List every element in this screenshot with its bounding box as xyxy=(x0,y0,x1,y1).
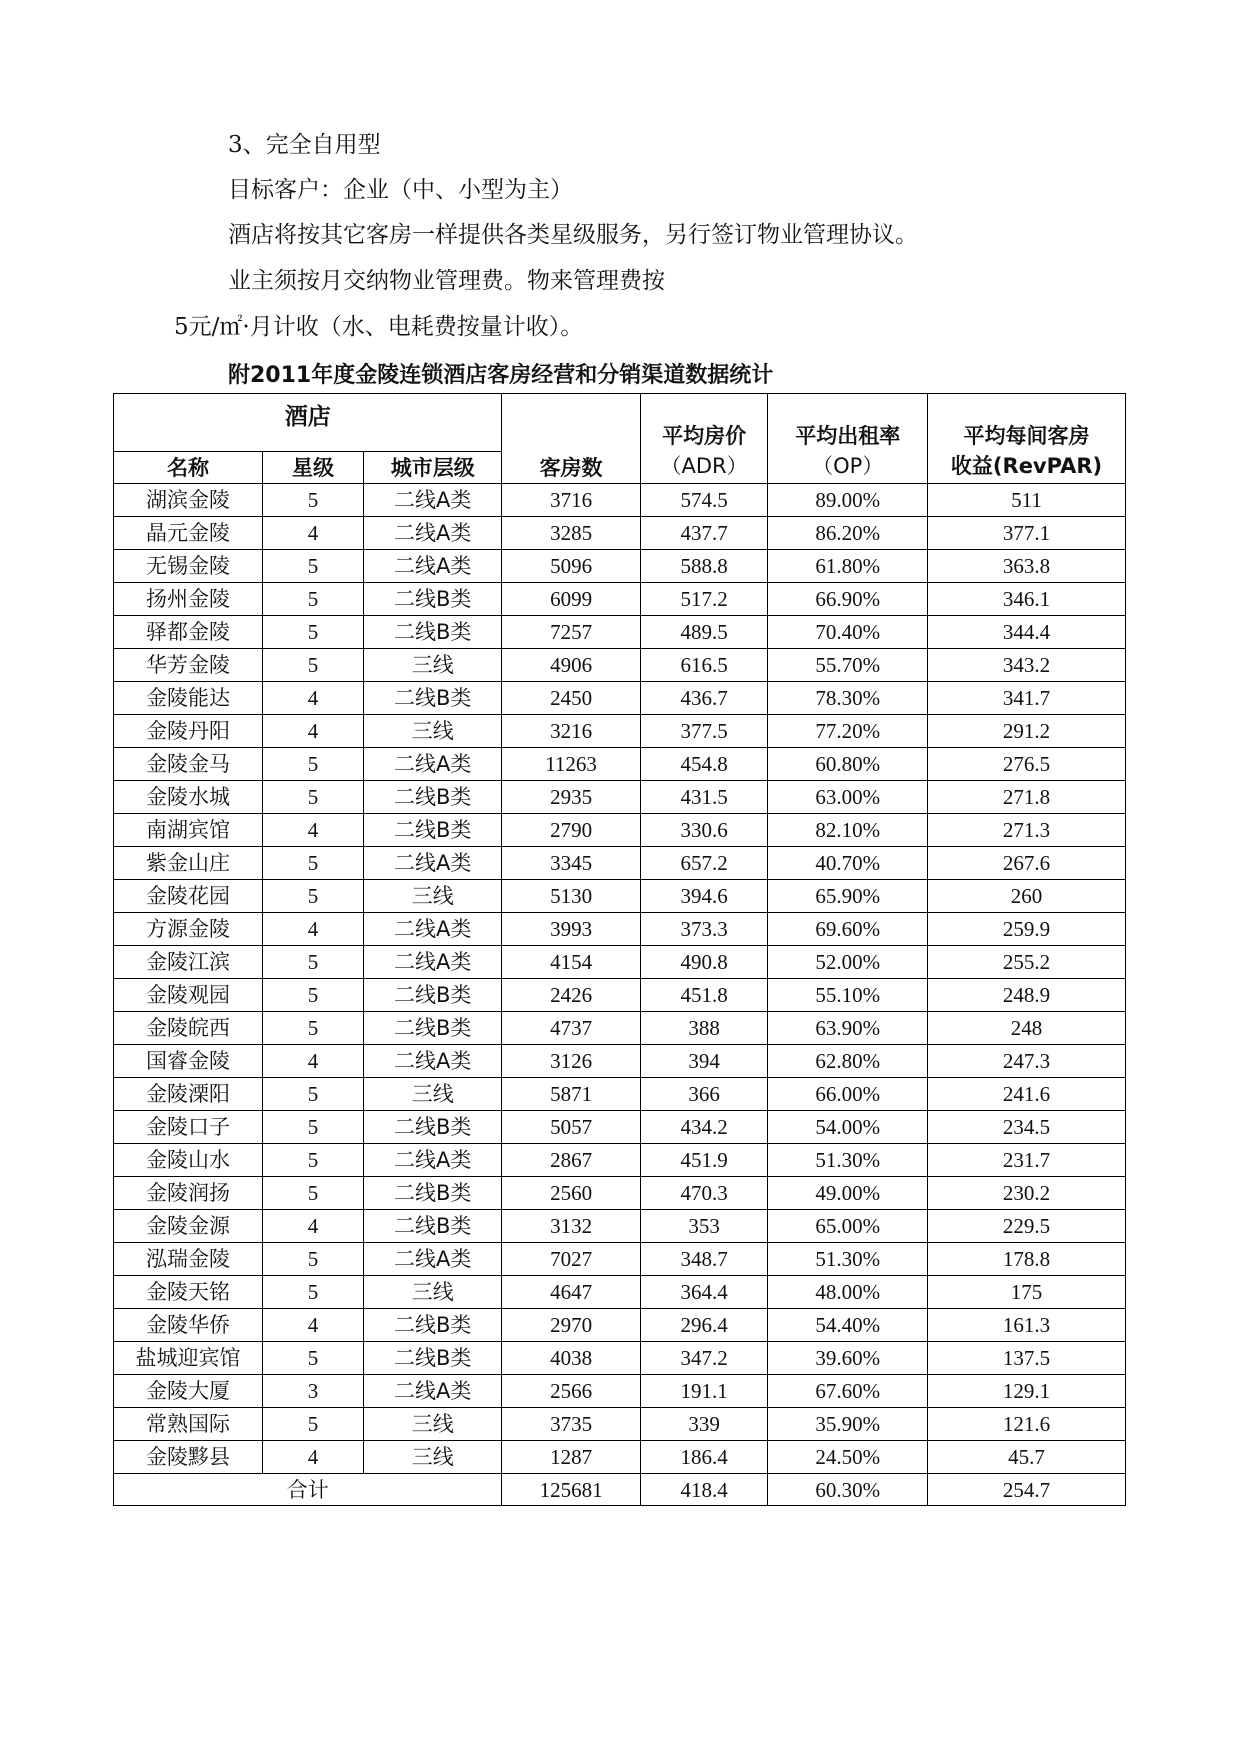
cell-op: 62.80% xyxy=(768,1045,928,1078)
cell-adr: 616.5 xyxy=(640,649,768,682)
cell-city-tier: 二线B类 xyxy=(364,1342,502,1375)
cell-adr: 348.7 xyxy=(640,1243,768,1276)
cell-op: 77.20% xyxy=(768,715,928,748)
cell-city-tier: 二线B类 xyxy=(364,781,502,814)
cell-revpar: 276.5 xyxy=(928,748,1126,781)
cell-star: 5 xyxy=(262,484,363,517)
cell-revpar: 45.7 xyxy=(928,1441,1126,1474)
cell-rooms: 7257 xyxy=(502,616,640,649)
header-revpar-line2: 收益(RevPAR) xyxy=(950,454,1103,478)
cell-name: 金陵水城 xyxy=(114,781,263,814)
cell-name: 泓瑞金陵 xyxy=(114,1243,263,1276)
table-row xyxy=(114,1309,1126,1342)
cell-adr: 517.2 xyxy=(640,583,768,616)
cell-adr: 366 xyxy=(640,1078,768,1111)
cell-star: 5 xyxy=(262,1276,363,1309)
cell-star: 5 xyxy=(262,1243,363,1276)
cell-star: 4 xyxy=(262,1210,363,1243)
cell-revpar: 161.3 xyxy=(928,1309,1126,1342)
cell-star: 5 xyxy=(262,1144,363,1177)
cell-op: 24.50% xyxy=(768,1441,928,1474)
cell-city-tier: 三线 xyxy=(364,649,502,682)
cell-rooms: 4906 xyxy=(502,649,640,682)
table-row xyxy=(114,649,1126,682)
cell-rooms: 3126 xyxy=(502,1045,640,1078)
header-star: 星级 xyxy=(262,452,363,484)
cell-star: 4 xyxy=(262,682,363,715)
cell-op: 61.80% xyxy=(768,550,928,583)
cell-revpar: 271.8 xyxy=(928,781,1126,814)
cell-city-tier: 二线B类 xyxy=(364,583,502,616)
cell-rooms: 4154 xyxy=(502,946,640,979)
target-customer-line: 目标客户：企业（中、小型为主） xyxy=(228,177,573,203)
table-row xyxy=(114,715,1126,748)
table-row xyxy=(114,1342,1126,1375)
cell-name: 金陵金源 xyxy=(114,1210,263,1243)
cell-revpar: 175 xyxy=(928,1276,1126,1309)
hotel-statistics-table xyxy=(113,393,1126,1506)
cell-adr: 436.7 xyxy=(640,682,768,715)
cell-revpar: 229.5 xyxy=(928,1210,1126,1243)
cell-op: 52.00% xyxy=(768,946,928,979)
cell-adr: 347.2 xyxy=(640,1342,768,1375)
cell-rooms: 3132 xyxy=(502,1210,640,1243)
cell-rooms: 7027 xyxy=(502,1243,640,1276)
total-label: 合计 xyxy=(114,1474,502,1506)
cell-revpar: 248 xyxy=(928,1012,1126,1045)
cell-adr: 339 xyxy=(640,1408,768,1441)
cell-op: 70.40% xyxy=(768,616,928,649)
cell-star: 5 xyxy=(262,1342,363,1375)
cell-name: 常熟国际 xyxy=(114,1408,263,1441)
table-row xyxy=(114,616,1126,649)
header-revpar xyxy=(928,394,1126,484)
cell-adr: 657.2 xyxy=(640,847,768,880)
cell-rooms: 2970 xyxy=(502,1309,640,1342)
cell-adr: 588.8 xyxy=(640,550,768,583)
table-row xyxy=(114,814,1126,847)
cell-revpar: 291.2 xyxy=(928,715,1126,748)
cell-revpar: 267.6 xyxy=(928,847,1126,880)
table-row xyxy=(114,1276,1126,1309)
cell-name: 金陵天铭 xyxy=(114,1276,263,1309)
cell-star: 5 xyxy=(262,1177,363,1210)
table-row xyxy=(114,979,1126,1012)
table-row xyxy=(114,913,1126,946)
cell-name: 湖滨金陵 xyxy=(114,484,263,517)
cell-op: 66.00% xyxy=(768,1078,928,1111)
cell-name: 金陵丹阳 xyxy=(114,715,263,748)
table-row xyxy=(114,1045,1126,1078)
cell-adr: 451.8 xyxy=(640,979,768,1012)
cell-city-tier: 二线B类 xyxy=(364,1012,502,1045)
cell-city-tier: 三线 xyxy=(364,1276,502,1309)
table-row xyxy=(114,682,1126,715)
header-adr xyxy=(640,394,768,484)
cell-star: 5 xyxy=(262,880,363,913)
cell-star: 4 xyxy=(262,814,363,847)
cell-star: 5 xyxy=(262,979,363,1012)
cell-op: 86.20% xyxy=(768,517,928,550)
cell-rooms: 3716 xyxy=(502,484,640,517)
cell-op: 48.00% xyxy=(768,1276,928,1309)
header-hotel-group: 酒店 xyxy=(114,394,502,452)
table-row xyxy=(114,550,1126,583)
cell-city-tier: 三线 xyxy=(364,880,502,913)
cell-rooms: 4737 xyxy=(502,1012,640,1045)
cell-city-tier: 三线 xyxy=(364,715,502,748)
cell-revpar: 241.6 xyxy=(928,1078,1126,1111)
cell-star: 4 xyxy=(262,913,363,946)
cell-revpar: 129.1 xyxy=(928,1375,1126,1408)
cell-op: 82.10% xyxy=(768,814,928,847)
cell-op: 65.00% xyxy=(768,1210,928,1243)
cell-city-tier: 二线A类 xyxy=(364,550,502,583)
cell-star: 5 xyxy=(262,550,363,583)
header-adr-line2: （ADR） xyxy=(660,454,748,478)
table-row xyxy=(114,1243,1126,1276)
cell-op: 35.90% xyxy=(768,1408,928,1441)
table-row xyxy=(114,1210,1126,1243)
cell-name: 金陵华侨 xyxy=(114,1309,263,1342)
cell-revpar: 234.5 xyxy=(928,1111,1126,1144)
cell-adr: 186.4 xyxy=(640,1441,768,1474)
cell-name: 无锡金陵 xyxy=(114,550,263,583)
table-row xyxy=(114,1408,1126,1441)
cell-revpar: 377.1 xyxy=(928,517,1126,550)
fee-rate-line: 5元/㎡·月计收（水、电耗费按量计收）。 xyxy=(174,314,584,340)
cell-city-tier: 二线B类 xyxy=(364,1210,502,1243)
cell-star: 5 xyxy=(262,1078,363,1111)
cell-adr: 451.9 xyxy=(640,1144,768,1177)
cell-adr: 434.2 xyxy=(640,1111,768,1144)
cell-adr: 377.5 xyxy=(640,715,768,748)
cell-star: 4 xyxy=(262,1309,363,1342)
cell-revpar: 230.2 xyxy=(928,1177,1126,1210)
cell-revpar: 259.9 xyxy=(928,913,1126,946)
cell-adr: 373.3 xyxy=(640,913,768,946)
cell-city-tier: 二线A类 xyxy=(364,1375,502,1408)
table-row xyxy=(114,1078,1126,1111)
cell-adr: 394.6 xyxy=(640,880,768,913)
cell-star: 5 xyxy=(262,748,363,781)
cell-name: 晶元金陵 xyxy=(114,517,263,550)
cell-op: 63.90% xyxy=(768,1012,928,1045)
cell-star: 5 xyxy=(262,946,363,979)
cell-adr: 364.4 xyxy=(640,1276,768,1309)
cell-rooms: 4647 xyxy=(502,1276,640,1309)
cell-city-tier: 二线B类 xyxy=(364,616,502,649)
table-row xyxy=(114,946,1126,979)
cell-city-tier: 二线B类 xyxy=(364,814,502,847)
cell-rooms: 3345 xyxy=(502,847,640,880)
cell-rooms: 3735 xyxy=(502,1408,640,1441)
cell-name: 金陵黟县 xyxy=(114,1441,263,1474)
cell-name: 方源金陵 xyxy=(114,913,263,946)
cell-op: 78.30% xyxy=(768,682,928,715)
cell-op: 63.00% xyxy=(768,781,928,814)
cell-name: 金陵江滨 xyxy=(114,946,263,979)
table-row xyxy=(114,583,1126,616)
total-adr: 418.4 xyxy=(640,1474,768,1506)
table-row xyxy=(114,748,1126,781)
cell-star: 5 xyxy=(262,1111,363,1144)
cell-name: 南湖宾馆 xyxy=(114,814,263,847)
cell-revpar: 346.1 xyxy=(928,583,1126,616)
cell-star: 5 xyxy=(262,1408,363,1441)
cell-rooms: 2566 xyxy=(502,1375,640,1408)
cell-city-tier: 三线 xyxy=(364,1441,502,1474)
cell-adr: 431.5 xyxy=(640,781,768,814)
table-body xyxy=(114,484,1126,1474)
cell-revpar: 271.3 xyxy=(928,814,1126,847)
cell-op: 89.00% xyxy=(768,484,928,517)
cell-rooms: 5096 xyxy=(502,550,640,583)
table-row xyxy=(114,847,1126,880)
cell-rooms: 2560 xyxy=(502,1177,640,1210)
cell-city-tier: 二线A类 xyxy=(364,913,502,946)
cell-revpar: 248.9 xyxy=(928,979,1126,1012)
cell-name: 扬州金陵 xyxy=(114,583,263,616)
table-row xyxy=(114,781,1126,814)
table-row xyxy=(114,1111,1126,1144)
table-row xyxy=(114,1441,1126,1474)
cell-adr: 454.8 xyxy=(640,748,768,781)
header-adr-line1: 平均房价 xyxy=(662,424,747,448)
cell-revpar: 231.7 xyxy=(928,1144,1126,1177)
table-row xyxy=(114,1144,1126,1177)
cell-op: 49.00% xyxy=(768,1177,928,1210)
cell-op: 51.30% xyxy=(768,1144,928,1177)
cell-name: 国睿金陵 xyxy=(114,1045,263,1078)
cell-rooms: 2935 xyxy=(502,781,640,814)
cell-city-tier: 二线A类 xyxy=(364,1144,502,1177)
cell-revpar: 255.2 xyxy=(928,946,1126,979)
table-caption: 附2011年度金陵连锁酒店客房经营和分销渠道数据统计 xyxy=(228,363,774,388)
cell-op: 51.30% xyxy=(768,1243,928,1276)
cell-city-tier: 二线B类 xyxy=(364,1111,502,1144)
cell-adr: 191.1 xyxy=(640,1375,768,1408)
total-op: 60.30% xyxy=(768,1474,928,1506)
cell-star: 5 xyxy=(262,616,363,649)
cell-star: 5 xyxy=(262,583,363,616)
cell-adr: 353 xyxy=(640,1210,768,1243)
cell-revpar: 247.3 xyxy=(928,1045,1126,1078)
cell-city-tier: 二线A类 xyxy=(364,847,502,880)
cell-op: 54.00% xyxy=(768,1111,928,1144)
cell-rooms: 5871 xyxy=(502,1078,640,1111)
cell-adr: 489.5 xyxy=(640,616,768,649)
cell-revpar: 511 xyxy=(928,484,1126,517)
cell-op: 39.60% xyxy=(768,1342,928,1375)
cell-op: 60.80% xyxy=(768,748,928,781)
cell-op: 40.70% xyxy=(768,847,928,880)
cell-city-tier: 二线B类 xyxy=(364,682,502,715)
cell-revpar: 363.8 xyxy=(928,550,1126,583)
cell-rooms: 3216 xyxy=(502,715,640,748)
cell-rooms: 2426 xyxy=(502,979,640,1012)
cell-name: 金陵金马 xyxy=(114,748,263,781)
cell-revpar: 137.5 xyxy=(928,1342,1126,1375)
cell-city-tier: 二线A类 xyxy=(364,946,502,979)
cell-city-tier: 二线A类 xyxy=(364,1045,502,1078)
cell-adr: 296.4 xyxy=(640,1309,768,1342)
management-fee-line: 业主须按月交纳物业管理费。物来管理费按 xyxy=(228,268,665,294)
cell-op: 66.90% xyxy=(768,583,928,616)
cell-star: 4 xyxy=(262,517,363,550)
cell-rooms: 6099 xyxy=(502,583,640,616)
table-row xyxy=(114,880,1126,913)
cell-name: 金陵能达 xyxy=(114,682,263,715)
total-rooms: 125681 xyxy=(502,1474,640,1506)
cell-op: 54.40% xyxy=(768,1309,928,1342)
cell-rooms: 2450 xyxy=(502,682,640,715)
cell-city-tier: 二线B类 xyxy=(364,1309,502,1342)
table-row xyxy=(114,1012,1126,1045)
cell-star: 4 xyxy=(262,1045,363,1078)
cell-op: 67.60% xyxy=(768,1375,928,1408)
cell-name: 金陵溧阳 xyxy=(114,1078,263,1111)
header-revpar-line1: 平均每间客房 xyxy=(963,424,1090,448)
cell-adr: 470.3 xyxy=(640,1177,768,1210)
header-city-tier: 城市层级 xyxy=(364,452,502,484)
cell-star: 4 xyxy=(262,1441,363,1474)
cell-name: 金陵山水 xyxy=(114,1144,263,1177)
cell-city-tier: 二线B类 xyxy=(364,1177,502,1210)
table-row xyxy=(114,484,1126,517)
cell-city-tier: 二线A类 xyxy=(364,748,502,781)
cell-adr: 574.5 xyxy=(640,484,768,517)
section-heading: 3、完全自用型 xyxy=(228,132,381,158)
cell-revpar: 178.8 xyxy=(928,1243,1126,1276)
cell-revpar: 341.7 xyxy=(928,682,1126,715)
table-row xyxy=(114,517,1126,550)
header-op-line1: 平均出租率 xyxy=(795,424,901,448)
cell-rooms: 3285 xyxy=(502,517,640,550)
cell-star: 4 xyxy=(262,715,363,748)
cell-adr: 388 xyxy=(640,1012,768,1045)
cell-city-tier: 二线A类 xyxy=(364,517,502,550)
cell-op: 65.90% xyxy=(768,880,928,913)
cell-name: 盐城迎宾馆 xyxy=(114,1342,263,1375)
cell-name: 金陵皖西 xyxy=(114,1012,263,1045)
cell-star: 5 xyxy=(262,847,363,880)
cell-city-tier: 三线 xyxy=(364,1078,502,1111)
cell-rooms: 5130 xyxy=(502,880,640,913)
cell-rooms: 5057 xyxy=(502,1111,640,1144)
total-revpar: 254.7 xyxy=(928,1474,1126,1506)
cell-name: 驿都金陵 xyxy=(114,616,263,649)
cell-name: 华芳金陵 xyxy=(114,649,263,682)
cell-city-tier: 二线A类 xyxy=(364,484,502,517)
cell-adr: 394 xyxy=(640,1045,768,1078)
cell-rooms: 2867 xyxy=(502,1144,640,1177)
cell-name: 紫金山庄 xyxy=(114,847,263,880)
cell-op: 55.70% xyxy=(768,649,928,682)
cell-name: 金陵润扬 xyxy=(114,1177,263,1210)
cell-adr: 330.6 xyxy=(640,814,768,847)
cell-city-tier: 二线B类 xyxy=(364,979,502,1012)
cell-op: 55.10% xyxy=(768,979,928,1012)
header-op xyxy=(768,394,928,484)
cell-revpar: 260 xyxy=(928,880,1126,913)
cell-rooms: 11263 xyxy=(502,748,640,781)
table-row xyxy=(114,1177,1126,1210)
cell-rooms: 1287 xyxy=(502,1441,640,1474)
cell-revpar: 343.2 xyxy=(928,649,1126,682)
cell-op: 69.60% xyxy=(768,913,928,946)
cell-star: 5 xyxy=(262,781,363,814)
table-row xyxy=(114,1375,1126,1408)
header-op-line2: （OP） xyxy=(812,454,884,478)
cell-rooms: 3993 xyxy=(502,913,640,946)
cell-city-tier: 三线 xyxy=(364,1408,502,1441)
header-rooms: 客房数 xyxy=(502,394,640,484)
cell-name: 金陵花园 xyxy=(114,880,263,913)
cell-name: 金陵大厦 xyxy=(114,1375,263,1408)
cell-revpar: 121.6 xyxy=(928,1408,1126,1441)
cell-star: 3 xyxy=(262,1375,363,1408)
cell-rooms: 4038 xyxy=(502,1342,640,1375)
cell-adr: 437.7 xyxy=(640,517,768,550)
cell-name: 金陵观园 xyxy=(114,979,263,1012)
cell-rooms: 2790 xyxy=(502,814,640,847)
cell-star: 5 xyxy=(262,649,363,682)
cell-city-tier: 二线A类 xyxy=(364,1243,502,1276)
service-description-line: 酒店将按其它客房一样提供各类星级服务，另行签订物业管理协议。 xyxy=(228,222,918,248)
cell-revpar: 344.4 xyxy=(928,616,1126,649)
cell-name: 金陵口子 xyxy=(114,1111,263,1144)
cell-star: 5 xyxy=(262,1012,363,1045)
cell-adr: 490.8 xyxy=(640,946,768,979)
header-name: 名称 xyxy=(114,452,263,484)
